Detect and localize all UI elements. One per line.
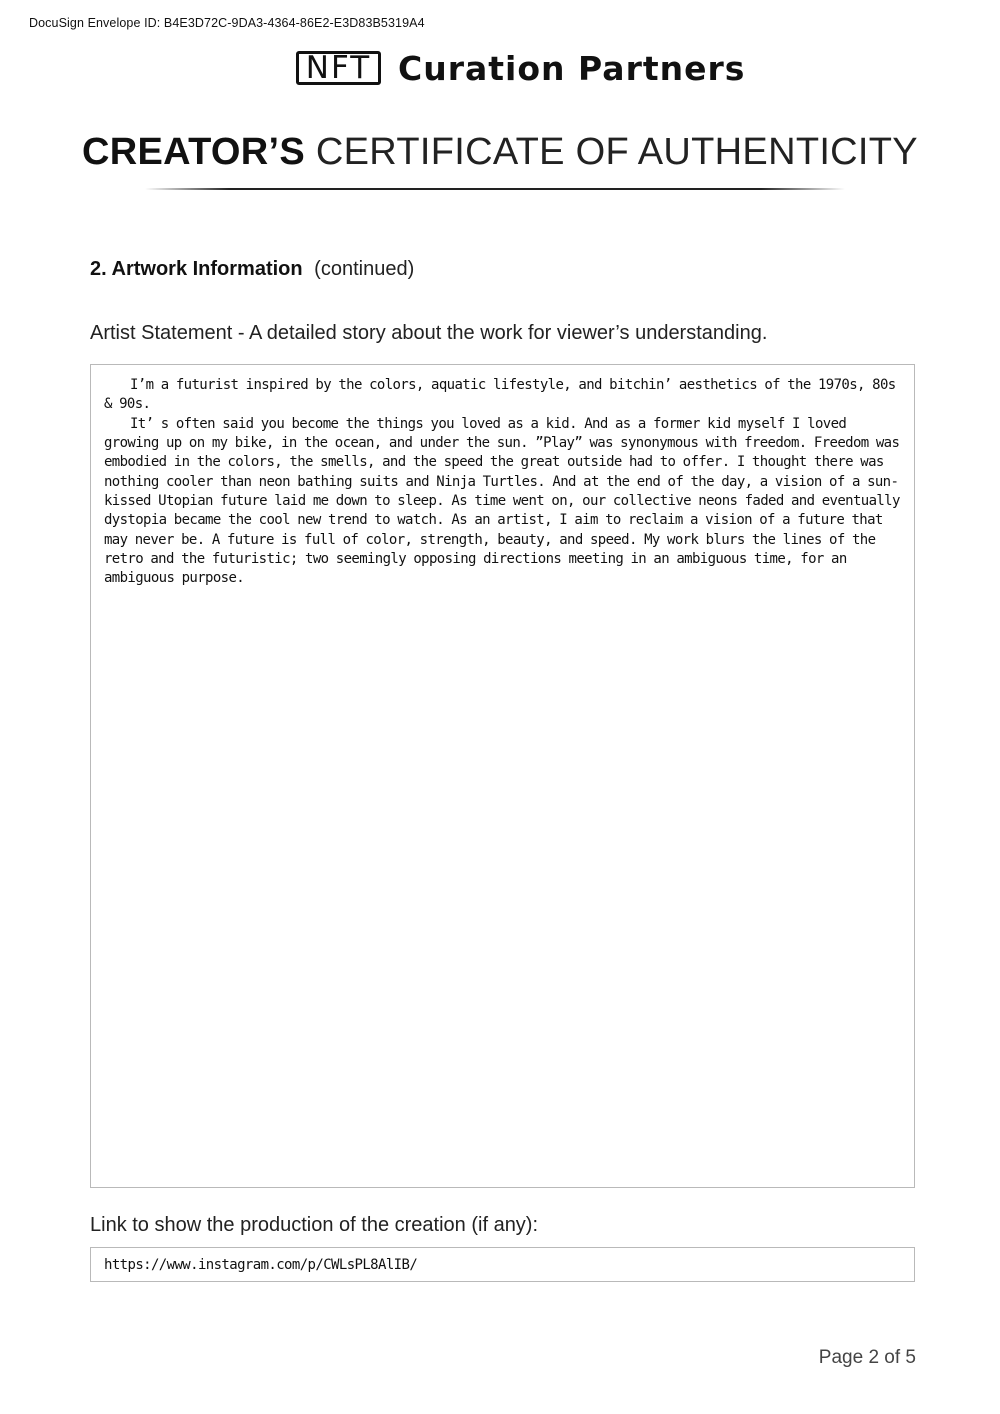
section-continued: (continued) bbox=[314, 258, 415, 280]
title-light: CERTIFICATE OF AUTHENTICITY bbox=[315, 131, 918, 173]
section-title: 2. Artwork Information bbox=[90, 258, 303, 280]
certificate-title bbox=[0, 128, 1000, 176]
docusign-envelope-id: DocuSign Envelope ID: B4E3D72C-9DA3-4364-86E2-E3D83B5319A4 bbox=[29, 16, 425, 30]
logo-nft-box: NFT bbox=[296, 51, 381, 85]
statement-paragraph: I’m a futurist inspired by the colors, aquatic lifestyle, and bitchin’ aesthetics of the 1970s, 80s & 90s. bbox=[104, 377, 896, 413]
page-number: Page 2 of 5 bbox=[818, 1347, 916, 1368]
title-divider bbox=[145, 188, 845, 190]
statement-paragraph: It’ s often said you become the things you loved as a kid. And as a former kid myself I loved growing up on my bike, in the ocean, and under the sun. ”Play” was synonymous with freedom. Freedom was embodied in the colors, the smells, and the speed the great outside had to offer. I thought there was nothing cooler than neon bathing suits and Ninja Turtles. And at the end of the day, a vision of a sun-kissed Utopian future laid me down to sleep. As time went on, our collective neons faded and eventually dystopia became the cool new trend to watch. As an artist, I aim to reclaim a vision of a future that may never be. A future is full of color, strength, beauty, and speed. My work blurs the lines of the retro and the futuristic; two seemingly opposing directions meeting in an ambiguous time, for an ambiguous purpose. bbox=[104, 415, 900, 587]
production-link-value: https://www.instagram.com/p/CWLsPL8AlIB/ bbox=[104, 1256, 418, 1273]
logo-wordmark: Curation Partners bbox=[398, 48, 746, 88]
production-link-label: Link to show the production of the creation (if any): bbox=[90, 1214, 539, 1236]
section-heading bbox=[90, 256, 414, 282]
production-link-field[interactable] bbox=[90, 1247, 915, 1282]
artist-statement-field[interactable] bbox=[90, 364, 915, 1188]
artist-statement-label: Artist Statement - A detailed story about the work for viewer’s understanding. bbox=[90, 322, 768, 344]
title-bold: CREATOR’S bbox=[82, 131, 306, 173]
nft-curation-partners-logo bbox=[296, 47, 745, 89]
